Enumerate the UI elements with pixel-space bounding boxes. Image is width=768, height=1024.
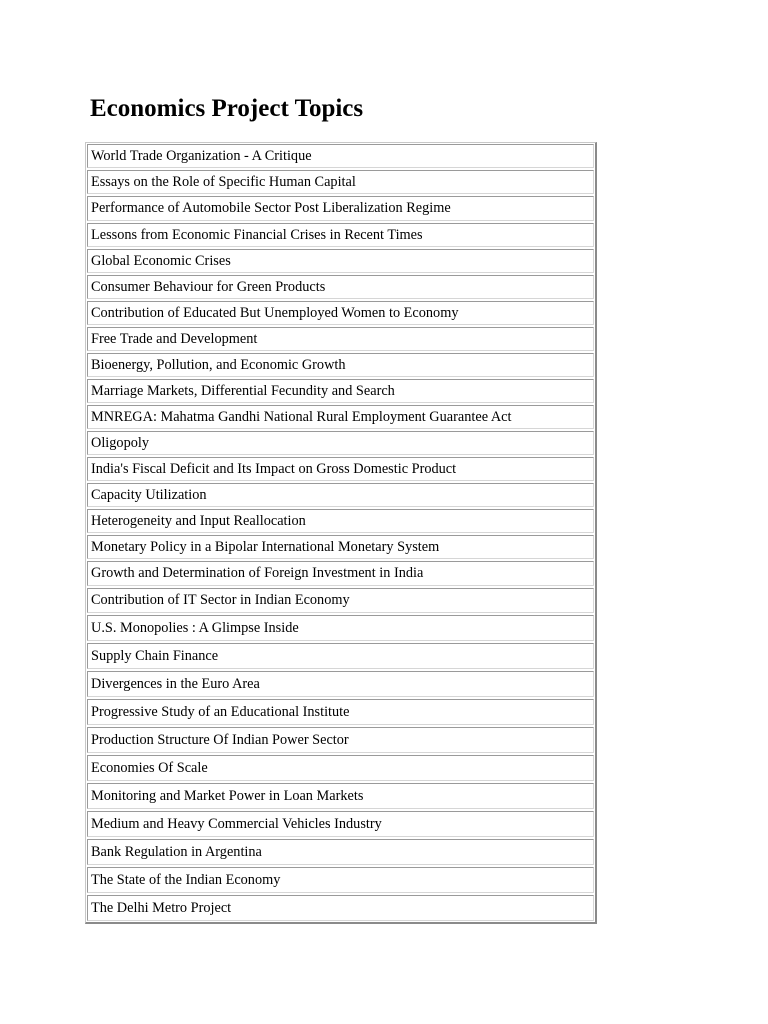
table-row: Marriage Markets, Differential Fecundity and Search [87, 379, 594, 403]
table-row: Performance of Automobile Sector Post Liberalization Regime [87, 196, 594, 221]
table-row: Contribution of IT Sector in Indian Economy [87, 588, 594, 613]
table-row: Production Structure Of Indian Power Sector [87, 727, 594, 753]
table-row: Growth and Determination of Foreign Investment in India [87, 561, 594, 586]
table-row: Monitoring and Market Power in Loan Markets [87, 783, 594, 809]
table-row: Global Economic Crises [87, 249, 594, 273]
table-row: Bank Regulation in Argentina [87, 839, 594, 865]
table-row: Heterogeneity and Input Reallocation [87, 509, 594, 533]
table-row: Economies Of Scale [87, 755, 594, 781]
table-row: Free Trade and Development [87, 327, 594, 351]
page-title: Economics Project Topics [90, 95, 364, 122]
table-row: Progressive Study of an Educational Institute [87, 699, 594, 725]
table-row: Oligopoly [87, 431, 594, 455]
table-row: The Delhi Metro Project [87, 895, 594, 921]
table-row: Supply Chain Finance [87, 643, 594, 669]
table-row: The State of the Indian Economy [87, 867, 594, 893]
table-row: Divergences in the Euro Area [87, 671, 594, 697]
table-row: Consumer Behaviour for Green Products [87, 275, 594, 299]
table-row: Essays on the Role of Specific Human Capital [87, 170, 594, 194]
table-row: World Trade Organization - A Critique [87, 144, 594, 168]
table-row: Monetary Policy in a Bipolar International Monetary System [87, 535, 594, 559]
topics-table [85, 142, 597, 924]
table-row: Capacity Utilization [87, 483, 594, 507]
table-row: MNREGA: Mahatma Gandhi National Rural Employment Guarantee Act [87, 405, 594, 429]
table-row: Contribution of Educated But Unemployed Women to Economy [87, 301, 594, 325]
table-row: India's Fiscal Deficit and Its Impact on Gross Domestic Product [87, 457, 594, 481]
table-row: Medium and Heavy Commercial Vehicles Industry [87, 811, 594, 837]
table-row: U.S. Monopolies : A Glimpse Inside [87, 615, 594, 641]
table-row: Bioenergy, Pollution, and Economic Growth [87, 353, 594, 377]
table-row: Lessons from Economic Financial Crises in Recent Times [87, 223, 594, 247]
